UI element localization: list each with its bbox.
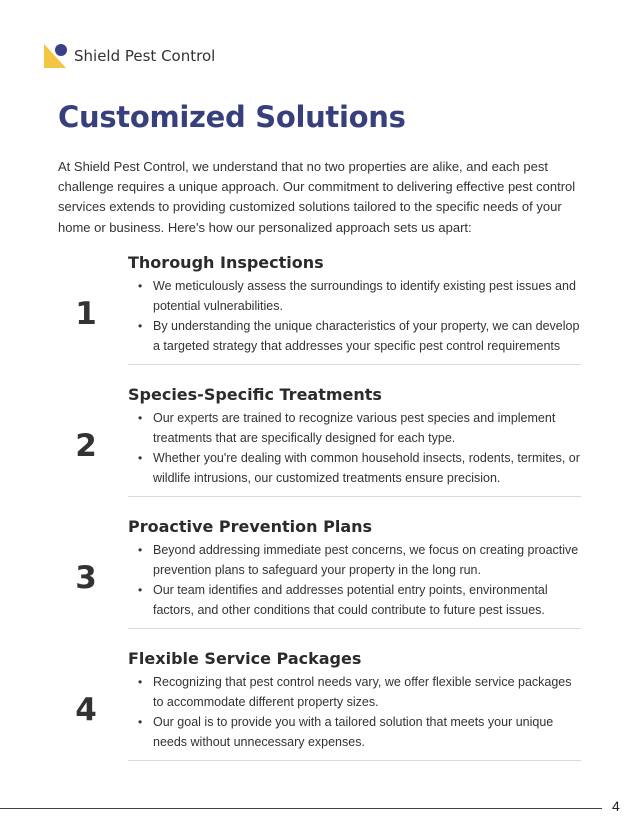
bullet-list xyxy=(128,672,581,752)
item-content xyxy=(128,252,581,365)
item-number: 1 xyxy=(75,296,97,332)
item-content xyxy=(128,384,581,497)
item-heading: Species-Specific Treatments xyxy=(128,385,382,404)
solution-item xyxy=(58,252,581,384)
shield-logo-icon xyxy=(44,44,68,68)
bullet-item: • We meticulously assess the surroundings to identify existing pest issues and potential vulnerabilities. xyxy=(128,276,581,316)
bullet-item: • Whether you're dealing with common household insects, rodents, termites, or wildlife intrusions, our customized treatments ensure precision. xyxy=(128,448,581,488)
bullet-item: • Our team identifies and addresses potential entry points, environmental factors, and other conditions that could contribute to future pest issues. xyxy=(128,580,581,620)
intro-paragraph: At Shield Pest Control, we understand that no two properties are alike, and each pest challenge requires a unique approach. Our commitment to delivering effective pest control services extends to providing customized solutions tailored to the specific needs of your home or business. Here's how our personalized approach sets us apart: xyxy=(58,159,576,235)
item-number: 4 xyxy=(75,692,97,728)
item-number: 2 xyxy=(75,428,97,464)
bullet-item: • Our experts are trained to recognize various pest species and implement treatments that are specifically designed for each type. xyxy=(128,408,581,448)
bullet-item: • Our goal is to provide you with a tailored solution that meets your unique needs without unnecessary expenses. xyxy=(128,712,581,752)
bullet-item: • Recognizing that pest control needs vary, we offer flexible service packages to accommodate different property sizes. xyxy=(128,672,581,712)
item-heading: Thorough Inspections xyxy=(128,253,324,272)
bullet-list xyxy=(128,408,581,488)
bullet-list xyxy=(128,276,581,356)
item-content xyxy=(128,516,581,629)
solution-item xyxy=(58,516,581,648)
item-heading: Flexible Service Packages xyxy=(128,649,362,668)
bullet-item: • Beyond addressing immediate pest concerns, we focus on creating proactive prevention plans to safeguard your property in the long run. xyxy=(128,540,581,580)
bullet-item: • By understanding the unique characteristics of your property, we can develop a targeted strategy that addresses your specific pest control requirements xyxy=(128,316,581,356)
solution-item xyxy=(58,648,581,780)
solutions-list xyxy=(58,252,581,780)
item-number: 3 xyxy=(75,560,97,596)
bullet-list xyxy=(128,540,581,620)
solution-item xyxy=(58,384,581,516)
footer-divider xyxy=(0,808,602,809)
header xyxy=(44,44,215,68)
item-content xyxy=(128,648,581,761)
page-title: Customized Solutions xyxy=(58,100,406,134)
item-heading: Proactive Prevention Plans xyxy=(128,517,373,536)
brand-name: Shield Pest Control xyxy=(74,47,216,65)
page-number: 4 xyxy=(612,798,620,814)
